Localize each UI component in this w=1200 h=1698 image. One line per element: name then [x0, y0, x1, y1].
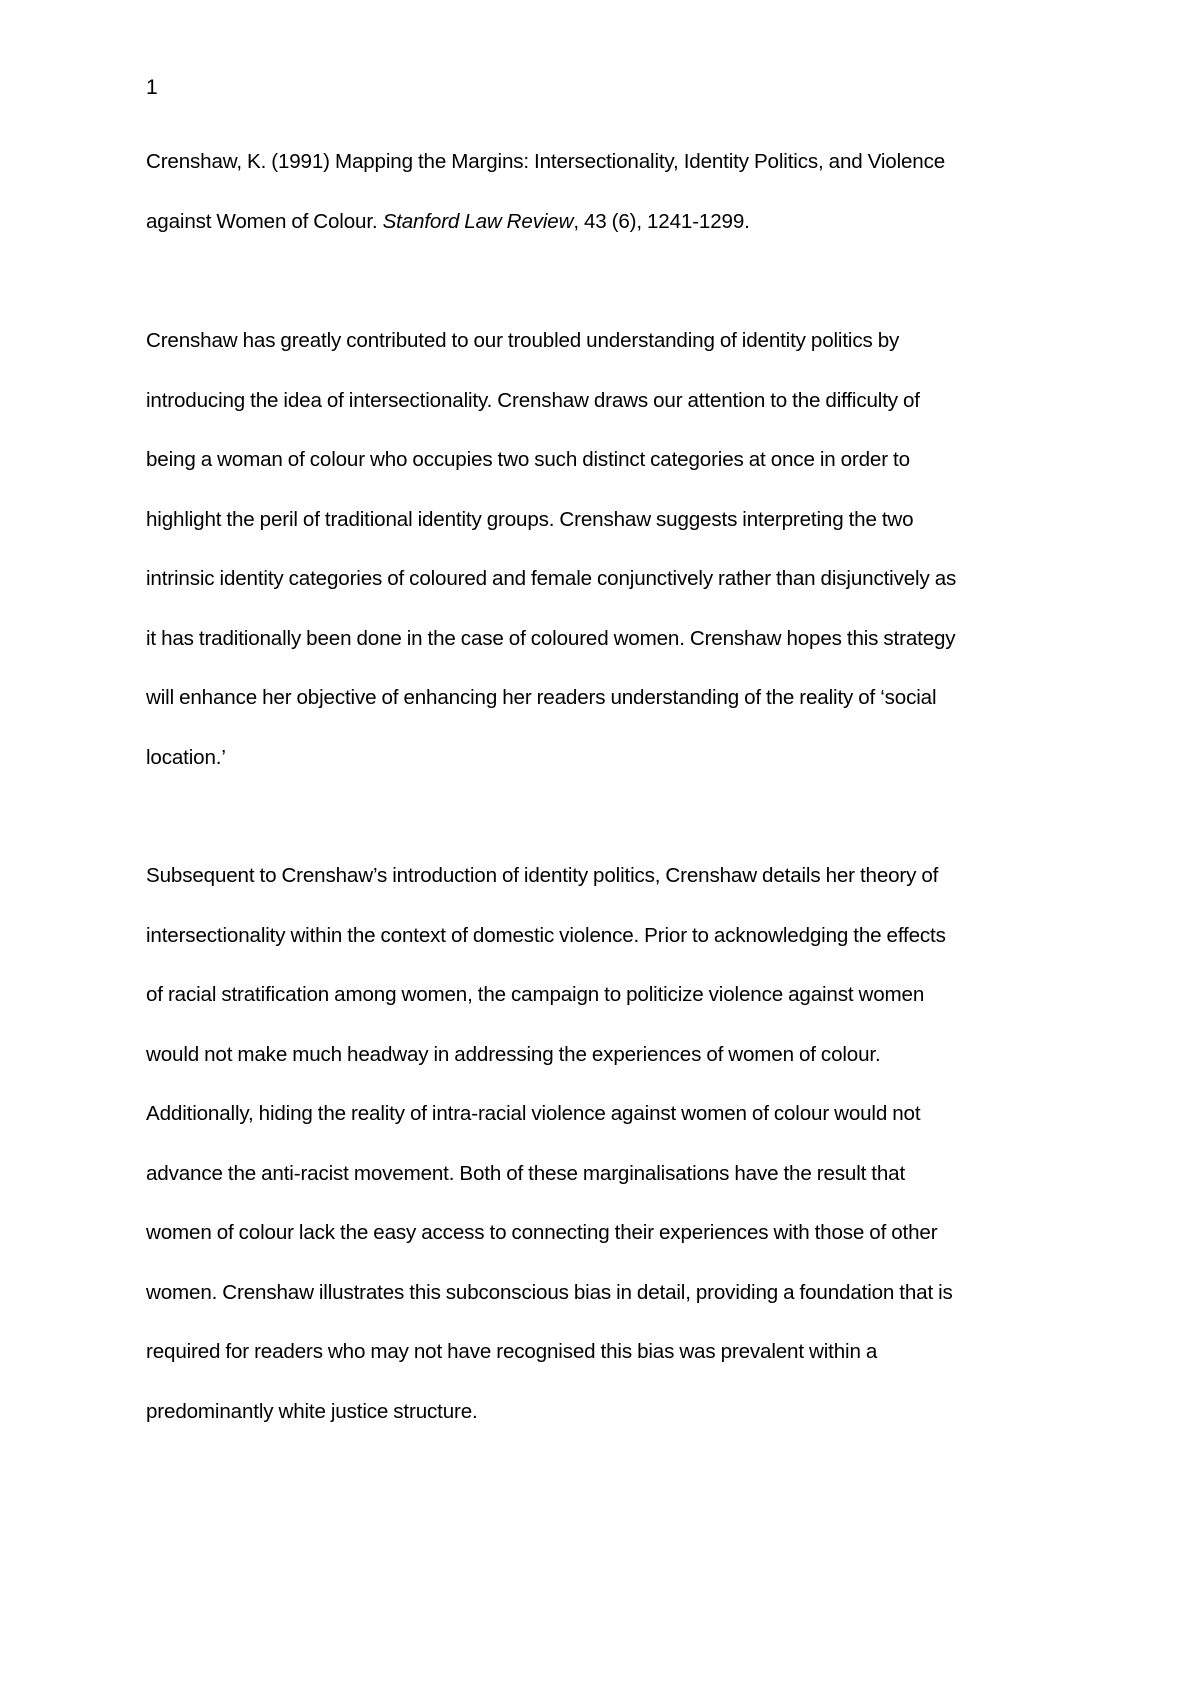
paragraph-line: Subsequent to Crenshaw’s introduction of identity politics, Crenshaw details her theory of	[146, 864, 939, 887]
paragraph-line: Crenshaw has greatly contributed to our troubled understanding of identity politics by	[146, 329, 900, 352]
paragraph-line: highlight the peril of traditional identity groups. Crenshaw suggests interpreting the two	[146, 507, 914, 531]
paragraph-line: introducing the idea of intersectionality. Crenshaw draws our attention to the difficulty of	[146, 388, 920, 412]
paragraph-line: of racial stratification among women, the campaign to politicize violence against women	[146, 983, 925, 1006]
paragraph-line: Additionally, hiding the reality of intra-racial violence against women of colour would not	[146, 1102, 921, 1125]
paragraph-line: it has traditionally been done in the case of coloured women. Crenshaw hopes this strategy	[146, 626, 956, 650]
citation-text: , 43 (6), 1241-1299.	[573, 209, 750, 233]
paragraph-line: required for readers who may not have recognised this bias was prevalent within a	[146, 1340, 878, 1363]
paragraph-line: intrinsic identity categories of coloured and female conjunctively rather than disjunctively as	[146, 567, 957, 590]
citation-line	[146, 192, 1076, 252]
citation-text: against Women of Colour.	[146, 209, 383, 233]
paragraph-line: women of colour lack the easy access to connecting their experiences with those of other	[146, 1221, 938, 1244]
paragraph-line: location.’	[146, 745, 226, 769]
journal-title: Stanford Law Review	[382, 209, 574, 233]
paragraph-line: women. Crenshaw illustrates this subconscious bias in detail, providing a foundation that is	[146, 1280, 953, 1304]
citation-line: Crenshaw, K. (1991) Mapping the Margins: Intersectionality, Identity Politics, and Violence	[146, 150, 946, 173]
paragraph-2	[146, 846, 1076, 1441]
citation	[146, 132, 1076, 251]
paragraph-line: advance the anti-racist movement. Both of these marginalisations have the result that	[146, 1161, 906, 1185]
paragraph-line: intersectionality within the context of domestic violence. Prior to acknowledging the effects	[146, 923, 946, 947]
paragraph-line: being a woman of colour who occupies two such distinct categories at once in order to	[146, 448, 910, 471]
paragraph-line: would not make much headway in addressing the experiences of women of colour.	[146, 1042, 881, 1066]
page-number: 1	[146, 76, 158, 99]
paragraph-1	[146, 311, 1076, 787]
paragraph-line: will enhance her objective of enhancing her readers understanding of the reality of ‘social	[146, 686, 937, 709]
paragraph-line: predominantly white justice structure.	[146, 1399, 478, 1423]
